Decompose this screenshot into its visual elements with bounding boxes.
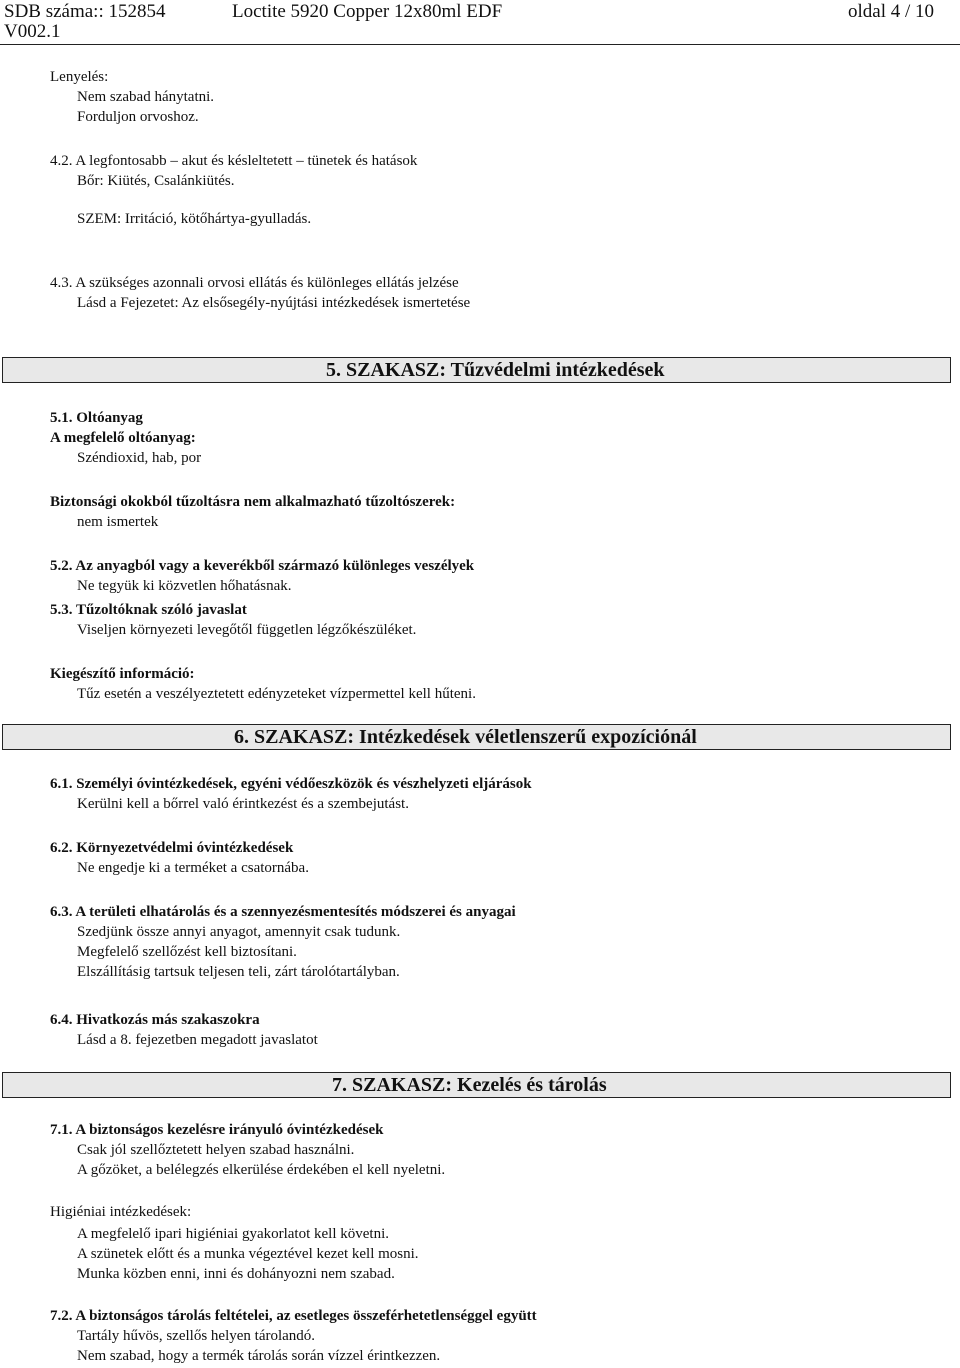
storage-2: Nem szabad, hogy a termék tárolás során vízzel érintkezzen. <box>77 1348 441 1364</box>
heading-5-1: 5.1. Oltóanyag <box>50 410 143 426</box>
containment-2: Megfelelő szellőzést kell biztosítani. <box>77 944 297 960</box>
section-7-title: 7. SZAKASZ: Kezelés és tárolás <box>332 1074 607 1096</box>
hygiene-1: A megfelelő ipari higiéniai gyakorlatot kell követni. <box>77 1226 389 1242</box>
suitable-media: Széndioxid, hab, por <box>77 450 202 466</box>
hygiene-3: Munka közben enni, inni és dohányozni nem szabad. <box>77 1266 395 1282</box>
page-number: oldal 4 / 10 <box>848 1 935 22</box>
section-5-title: 5. SZAKASZ: Tűzvédelmi intézkedések <box>326 359 665 381</box>
heading-4-3: 4.3. A szükséges azonnali orvosi ellátás és különleges ellátás jelzése <box>50 275 459 291</box>
hygiene-label: Higiéniai intézkedések: <box>50 1204 192 1220</box>
skin-symptoms: Bőr: Kiütés, Csalánkiütés. <box>77 173 235 189</box>
hygiene-2: A szünetek előtt és a munka végeztével kezet kell mosni. <box>77 1246 419 1262</box>
heading-6-4: 6.4. Hivatkozás más szakaszokra <box>50 1012 260 1028</box>
containment-1: Szedjünk össze annyi anyagot, amennyit csak tudunk. <box>77 924 401 940</box>
heading-6-3: 6.3. A területi elhatárolás és a szennyezésmentesítés módszerei és anyagai <box>50 904 516 920</box>
heading-7-2: 7.2. A biztonságos tárolás feltételei, az esetleges összeférhetetlenséggel együtt <box>50 1308 537 1324</box>
ingestion-text-1: Nem szabad hánytatni. <box>77 89 215 105</box>
special-hazards: Ne tegyük ki közvetlen hőhatásnak. <box>77 578 292 594</box>
environmental-precautions: Ne engedje ki a terméket a csatornába. <box>77 860 309 876</box>
section-6-title: 6. SZAKASZ: Intézkedések véletlenszerű expozíciónál <box>234 726 697 748</box>
ingestion-text-2: Forduljon orvoshoz. <box>77 109 199 125</box>
storage-1: Tartály hűvös, szellős helyen tárolandó. <box>77 1328 316 1344</box>
additional-info-label: Kiegészítő információ: <box>50 666 195 682</box>
personal-precautions: Kerülni kell a bőrrel való érintkezést és a szembejutást. <box>77 796 409 812</box>
header-divider <box>0 44 960 45</box>
suitable-media-label: A megfelelő oltóanyag: <box>50 430 196 446</box>
heading-6-1: 6.1. Személyi óvintézkedések, egyéni védőeszközök és vészhelyzeti eljárások <box>50 776 532 792</box>
heading-6-2: 6.2. Környezetvédelmi óvintézkedések <box>50 840 294 856</box>
firefighter-advice: Viseljen környezeti levegőtől független légzőkészüléket. <box>77 622 417 638</box>
handling-1: Csak jól szellőztetett helyen szabad használni. <box>77 1142 355 1158</box>
medical-reference: Lásd a Fejezetet: Az elsősegély-nyújtási intézkedések ismertetése <box>77 295 471 311</box>
heading-7-1: 7.1. A biztonságos kezelésre irányuló óvintézkedések <box>50 1122 384 1138</box>
handling-2: A gőzöket, a belélegzés elkerülése érdekében el kell nyeletni. <box>77 1162 446 1178</box>
heading-4-2: 4.2. A legfontosabb – akut és késleltetett – tünetek és hatások <box>50 153 418 169</box>
unsuitable-media: nem ismertek <box>77 514 159 530</box>
section-reference: Lásd a 8. fejezetben megadott javaslatot <box>77 1032 318 1048</box>
product-name: Loctite 5920 Copper 12x80ml EDF <box>232 1 503 22</box>
eye-symptoms: SZEM: Irritáció, kötőhártya-gyulladás. <box>77 211 312 227</box>
containment-3: Elszállításig tartsuk teljesen teli, zárt tárolótartályban. <box>77 964 400 980</box>
heading-5-3: 5.3. Tűzoltóknak szóló javaslat <box>50 602 247 618</box>
sdb-number: SDB száma:: 152854 <box>4 1 166 22</box>
ingestion-label: Lenyelés: <box>50 69 109 85</box>
heading-5-2: 5.2. Az anyagból vagy a keverékből származó különleges veszélyek <box>50 558 475 574</box>
version: V002.1 <box>4 21 61 42</box>
additional-info: Tűz esetén a veszélyeztetett edényzeteket vízpermettel kell hűteni. <box>77 686 476 702</box>
unsuitable-media-label: Biztonsági okokból tűzoltásra nem alkalmazható tűzoltószerek: <box>50 494 456 510</box>
